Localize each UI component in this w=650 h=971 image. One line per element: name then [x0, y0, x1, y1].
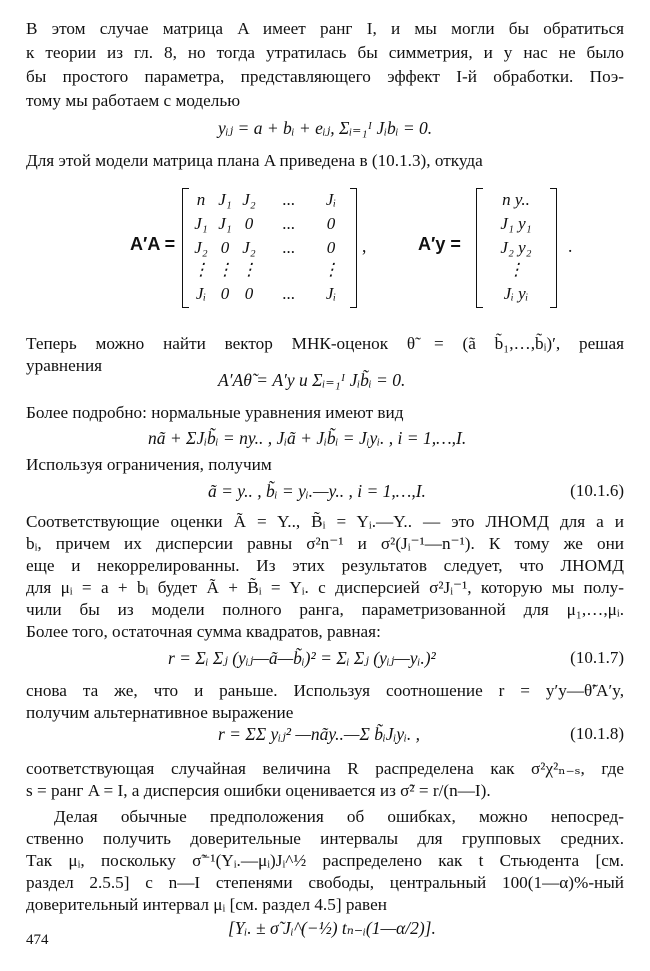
- text-line: Более того, остаточная сумма квадратов, равная:: [26, 622, 381, 641]
- matrix-cell: J₁: [218, 190, 232, 209]
- equation-normal-detail: nã + ΣJᵢb̃ᵢ = ny.. , Jᵢã + Jᵢb̃ᵢ = Jᵢyᵢ. , i = 1,…,I.: [148, 428, 467, 448]
- matrix-label-AtA: A′A =: [130, 234, 176, 254]
- page-number: 474: [26, 932, 49, 948]
- text-line: В этом случае матрица A имеет ранг I, и мы могли бы обратиться: [26, 19, 624, 38]
- matrix-cell: ⋮: [322, 260, 340, 279]
- equation-number: (10.1.8): [570, 724, 624, 743]
- text-line: тому мы работаем с моделью: [26, 91, 241, 110]
- text-line: bᵢ, причем их дисперсии равны σ²n⁻¹ и σ²(Jᵢ⁻¹—n⁻¹). К тому же они: [26, 534, 624, 553]
- vector-cell: J₁ y₁: [500, 214, 532, 233]
- vector-Aty: [482, 190, 550, 306]
- text-line: для μᵢ = a + bᵢ будет Ã + B̃ᵢ = Yᵢ. с дисперсией σ²Jᵢ⁻¹, которую мы полу-: [26, 578, 624, 597]
- equation-normal-system: A′Aθ̃ = A′y и Σᵢ₌₁ᴵ Jᵢb̃ᵢ = 0.: [218, 370, 406, 390]
- vector-cell: Jᵢ yᵢ: [503, 284, 529, 303]
- text-line: ственно получить доверительные интервалы для групповых средних.: [26, 829, 624, 848]
- matrix-cell: 0: [220, 238, 230, 257]
- matrix-cell: ...: [282, 284, 296, 303]
- text-line: уравнения: [26, 356, 103, 375]
- matrix-cell: ...: [282, 238, 296, 257]
- matrix-period: .: [568, 236, 573, 256]
- equation-model: yᵢⱼ = a + bᵢ + eᵢⱼ, Σᵢ₌₁ᴵ Jᵢbᵢ = 0.: [218, 118, 433, 138]
- text-line: чили бы из модели полного ранга, параметризованной для μ₁,…,μᵢ.: [26, 600, 624, 619]
- matrix-cell: J₂: [194, 238, 208, 257]
- text-line: соответствующая случайная величина R распределена как σ²χ²ₙ₋ₛ, где: [26, 759, 624, 778]
- text-line: Так μᵢ, поскольку σ̃⁻¹(Yᵢ.—μᵢ)Jᵢ^½ распределено как t Стьюдента [см.: [26, 851, 624, 870]
- matrix-cell: 0: [244, 214, 254, 233]
- equation-rss: r = Σᵢ Σⱼ (yᵢⱼ—ã—b̃ᵢ)² = Σᵢ Σⱼ (yᵢⱼ—yᵢ.)²: [168, 648, 436, 668]
- matrix-cell: J₂: [242, 190, 256, 209]
- matrix-cell: n: [196, 190, 206, 209]
- text-line: Делая обычные предположения об ошибках, можно непосред-: [54, 807, 624, 826]
- vector-cell: J₂ y₂: [500, 238, 532, 257]
- text-line: Более подробно: нормальные уравнения имеют вид: [26, 403, 404, 422]
- text-line: бы простого параметра, представляющего эффект I-й обработки. Поэ-: [26, 67, 624, 86]
- matrix-label-Aty: A′y =: [418, 234, 461, 254]
- text-line: s = ранг A = I, а дисперсия ошибки оценивается из σ̃² = r/(n—I).: [26, 781, 491, 800]
- matrix-cell: Jᵢ: [325, 284, 337, 303]
- matrix-AtA: [186, 190, 350, 306]
- matrix-cell: J₂: [242, 238, 256, 257]
- right-bracket: [350, 188, 357, 308]
- matrix-cell: Jᵢ: [325, 190, 337, 209]
- equation-solution: ã = y.. , b̃ᵢ = yᵢ.—y.. , i = 1,…,I.: [208, 481, 426, 501]
- matrix-cell: J₁: [218, 214, 232, 233]
- text-line: Теперь можно найти вектор МНК-оценок θ̃ = (ã b̃₁,…,b̃ᵢ)′, решая: [26, 334, 624, 353]
- text-line: снова та же, что и раньше. Используя соотношение r = y′y—θ̃′A′y,: [26, 681, 624, 700]
- text-line: раздел 2.5.5] с n—I степенями свободы, центральный 100(1—α)%-ный: [26, 873, 624, 892]
- matrix-cell: 0: [244, 284, 254, 303]
- matrix-cell: 0: [326, 238, 336, 257]
- text-line: Используя ограничения, получим: [26, 455, 272, 474]
- matrix-cell: ⋮: [240, 260, 258, 279]
- equation-rss-alt: r = ΣΣ yᵢⱼ² —nãy..—Σ b̃ᵢJᵢyᵢ. ,: [218, 724, 420, 744]
- text-line: Для этой модели матрица плана A приведена в (10.1.3), откуда: [26, 151, 483, 170]
- matrix-comma: ,: [362, 236, 367, 256]
- vector-cell: n y..: [502, 190, 530, 209]
- right-bracket: [550, 188, 557, 308]
- text-line: к теории из гл. 8, но тогда утратилась бы симметрия, и у нас не было: [26, 43, 624, 62]
- equation-number: (10.1.7): [570, 648, 624, 667]
- matrix-cell: ⋮: [192, 260, 210, 279]
- matrix-cell: ...: [282, 214, 296, 233]
- vector-cell: ⋮: [507, 260, 525, 279]
- matrix-cell: J₁: [194, 214, 208, 233]
- matrix-cell: 0: [326, 214, 336, 233]
- text-line: еще и некоррелированны. Из этих результатов следует, что ЛНОМД: [26, 556, 624, 575]
- equation-number: (10.1.6): [570, 481, 624, 500]
- text-line: получим альтернативное выражение: [26, 703, 294, 722]
- equation-interval: [Yᵢ. ± σ̃ Jᵢ^(−½) tₙ₋ᵢ(1—α/2)].: [228, 918, 436, 938]
- matrix-cell: ⋮: [216, 260, 234, 279]
- matrix-cell: ...: [282, 190, 296, 209]
- matrix-cell: Jᵢ: [195, 284, 207, 303]
- matrix-cell: 0: [220, 284, 230, 303]
- text-line: доверительный интервал μᵢ [см. раздел 4.5] равен: [26, 895, 387, 914]
- text-line: Соответствующие оценки Ã = Y.., B̃ᵢ = Yᵢ.—Y.. — это ЛНОМД для a и: [26, 512, 624, 531]
